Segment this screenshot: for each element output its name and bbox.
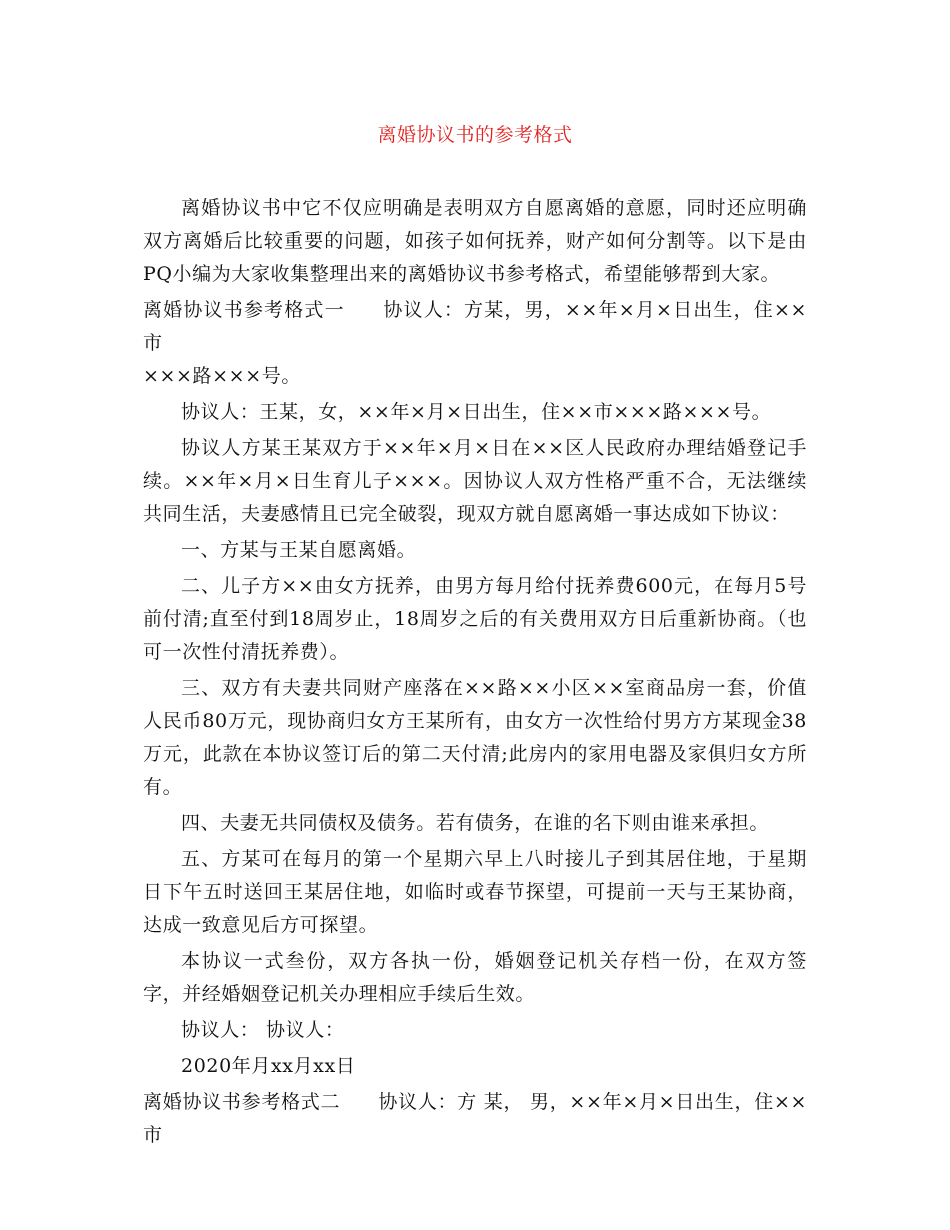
- sample1-heading-line: [143, 294, 807, 393]
- date-line: 2020年月xx月xx日: [181, 1055, 356, 1077]
- sample2-party1: 协议人：方 某， 男，××年×月×日出生，住××市: [143, 1091, 807, 1146]
- clause-4: 四、夫妻无共同债权及债务。若有债务，在谁的名下则由谁来承担。: [181, 812, 770, 834]
- clause-1: 一、方某与王某自愿离婚。: [181, 539, 417, 561]
- signature-line: 协议人： 协议人：: [181, 1019, 345, 1041]
- clause-3: 三、双方有夫妻共同财产座落在××路××小区××室商品房一套，价值人民币80万元，现协商归女方王某所有，由女方一次性给付男方方某现金38万元，此款在本协议签订后的第二天付清;此房内的家用电器及家俱归女方所有。: [143, 677, 807, 798]
- document-body: [143, 192, 807, 1155]
- document-title: 离婚协议书的参考格式: [377, 124, 573, 146]
- sample1-preamble: 协议人方某王某双方于××年×月×日在××区人民政府办理结婚登记手续。××年×月×日生育儿子×××。因协议人双方性格严重不合，无法继续共同生活，夫妻感情且已完全破裂，现双方就自愿离婚一事达成如下协议：: [143, 437, 807, 525]
- closing-paragraph: 本协议一式叁份，双方各执一份，婚姻登记机关存档一份，在双方签字，并经婚姻登记机关办理相应手续后生效。: [143, 950, 807, 1005]
- sample2-heading-line: [143, 1086, 807, 1152]
- sample1-heading: 离婚协议书参考格式一: [143, 299, 345, 321]
- sample1-party1: 协议人：方某，男，××年×月×日出生，住××市: [143, 299, 807, 354]
- clause-5: 五、方某可在每月的第一个星期六早上八时接儿子到其居住地，于星期日下午五时送回王某居住地，如临时或春节探望，可提前一天与王某协商，达成一致意见后方可探望。: [143, 848, 807, 936]
- sample2-heading: 离婚协议书参考格式二: [143, 1091, 341, 1113]
- intro-paragraph: 离婚协议书中它不仅应明确是表明双方自愿离婚的意愿，同时还应明确双方离婚后比较重要的问题，如孩子如何抚养，财产如何分割等。以下是由PQ小编为大家收集整理出来的离婚协议书参考格式，希望能够帮到大家。: [143, 197, 807, 285]
- clause-2: 二、儿子方××由女方抚养，由男方每月给付抚养费600元，在每月5号前付清;直至付到18周岁止，18周岁之后的有关费用双方日后重新协商。（也可一次性付清抚养费）。: [143, 575, 807, 663]
- sample1-party2: 协议人：王某，女，××年×月×日出生，住××市×××路×××号。: [181, 401, 772, 423]
- sample1-party1-address: ×××路×××号。: [143, 365, 301, 387]
